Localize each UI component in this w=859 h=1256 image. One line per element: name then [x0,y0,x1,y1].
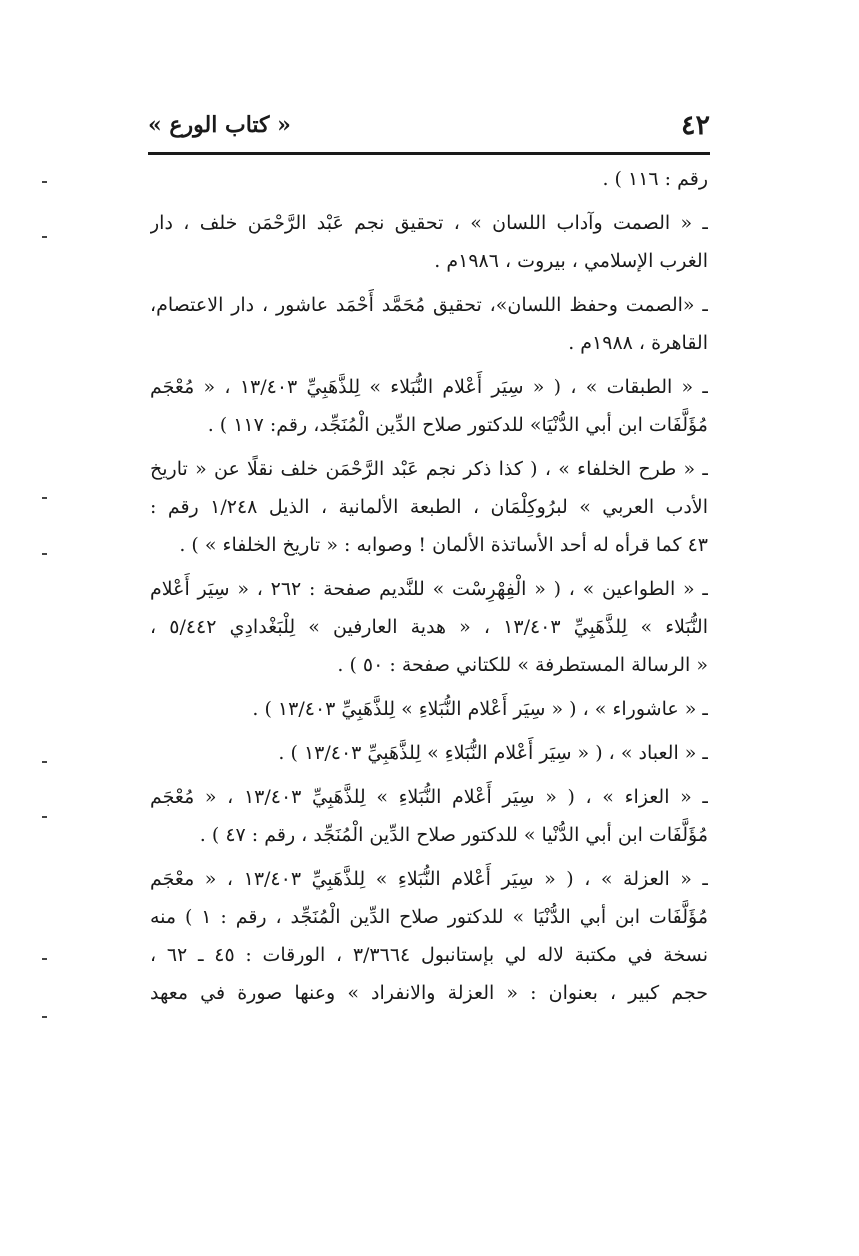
text-line: « الرسالة المستطرفة » للكتاني صفحة : ٥٠ ) . [337,654,708,676]
text-line: نسخة في مكتبة لاله لي بإستانبول ٣/٣٦٦٤ ، الورقات : ٤٥ ـ ٦٢ ، [150,944,708,966]
text-line: القاهرة ، ١٩٨٨م . [568,332,708,354]
scan-mark [42,958,47,960]
list-item [150,570,708,684]
page-number: ٤٢ [680,110,710,141]
text-line: مُؤَلَّفَات ابن أبي الدُّنْيَا » للدكتور صلاح الدِّين الْمُنَجِّد ، رقم : ١ ) منه [150,906,708,928]
text-line: ـ « الصمت وآداب اللسان » ، تحقيق نجم عَبْد الرَّحْمَن خلف ، دار [150,212,708,234]
text-line: ـ « العزلة » ، ( « سِيَر أَعْلام النُّبَلاءِ » لِلذَّهَبِيِّ ١٣/٤٠٣ ، « معْجَم [150,868,708,890]
text-line: ـ « عاشوراء » ، ( « سِيَر أَعْلام النُّبَلاءِ » لِلذَّهَبِيِّ ١٣/٤٠٣ ) . [252,698,708,720]
text-line: رقم : ١١٦ ) . [602,168,708,190]
text-line: مُؤَلَّفَات ابن أبي الدُّنْيا » للدكتور صلاح الدِّين الْمُنَجِّد ، رقم : ٤٧ ) . [199,824,708,846]
scan-mark [42,761,47,763]
scan-mark [42,181,47,183]
scan-mark [42,553,47,555]
scan-mark [42,497,47,499]
scan-mark [42,816,47,818]
text-line: ـ «الصمت وحفظ اللسان»، تحقيق مُحَمَّد أَحْمَد عاشور ، دار الاعتصام، [150,294,708,316]
scan-mark [42,1016,47,1018]
list-item [150,368,708,444]
list-item [150,860,708,1012]
body-text [150,160,708,1018]
scan-mark [42,236,47,238]
text-line: ـ « الطواعين » ، ( « الْفِهْرِسْت » للنَّديم صفحة : ٢٦٢ ، « سِيَر أَعْلام [150,578,708,600]
text-line: ـ « طرح الخلفاء » ، ( كذا ذكر نجم عَبْد الرَّحْمَن خلف نقلًا عن « تاريخ [150,458,708,480]
text-line: الأدب العربي » لبرُوكِلْمَان ، الطبعة الألمانية ، الذيل ١/٢٤٨ رقم : [150,496,708,518]
list-item [150,160,708,198]
text-line: ـ « العباد » ، ( « سِيَر أَعْلام النُّبَلاءِ » لِلذَّهَبِيِّ ١٣/٤٠٣ ) . [278,742,708,764]
page-header [148,104,710,148]
list-item [150,204,708,280]
text-line: حجم كبير ، بعنوان : « العزلة والانفراد » وعنها صورة في معهد [150,982,708,1004]
list-item [150,450,708,564]
list-item [150,690,708,728]
text-line: النُّبَلاء » لِلذَّهَبِيِّ ١٣/٤٠٣ ، « هدية العارفين » لِلْبَغْدادِي ٥/٤٤٢ ، [150,616,708,638]
header-rule [148,152,710,155]
text-line: ـ « العزاء » ، ( « سِيَر أَعْلام النُّبَلاءِ » لِلذَّهَبِيِّ ١٣/٤٠٣ ، « مُعْجَم [150,786,708,808]
list-item [150,778,708,854]
text-line: الغرب الإسلامي ، بيروت ، ١٩٨٦م . [434,250,708,272]
list-item [150,286,708,362]
running-title: « كتاب الورع » [148,112,291,138]
list-item [150,734,708,772]
text-line: ـ « الطبقات » ، ( « سِيَر أَعْلام النُّبَلاء » لِلذَّهَبِيِّ ١٣/٤٠٣ ، « مُعْجَم [150,376,708,398]
text-line: مُؤَلَّفَات ابن أبي الدُّنْيَا» للدكتور صلاح الدِّين الْمُنَجِّد، رقم: ١١٧ ) . [207,414,708,436]
text-line: ٤٣ كما قرأه له أحد الأساتذة الألمان ! وصوابه : « تاريخ الخلفاء » ) . [179,534,708,556]
